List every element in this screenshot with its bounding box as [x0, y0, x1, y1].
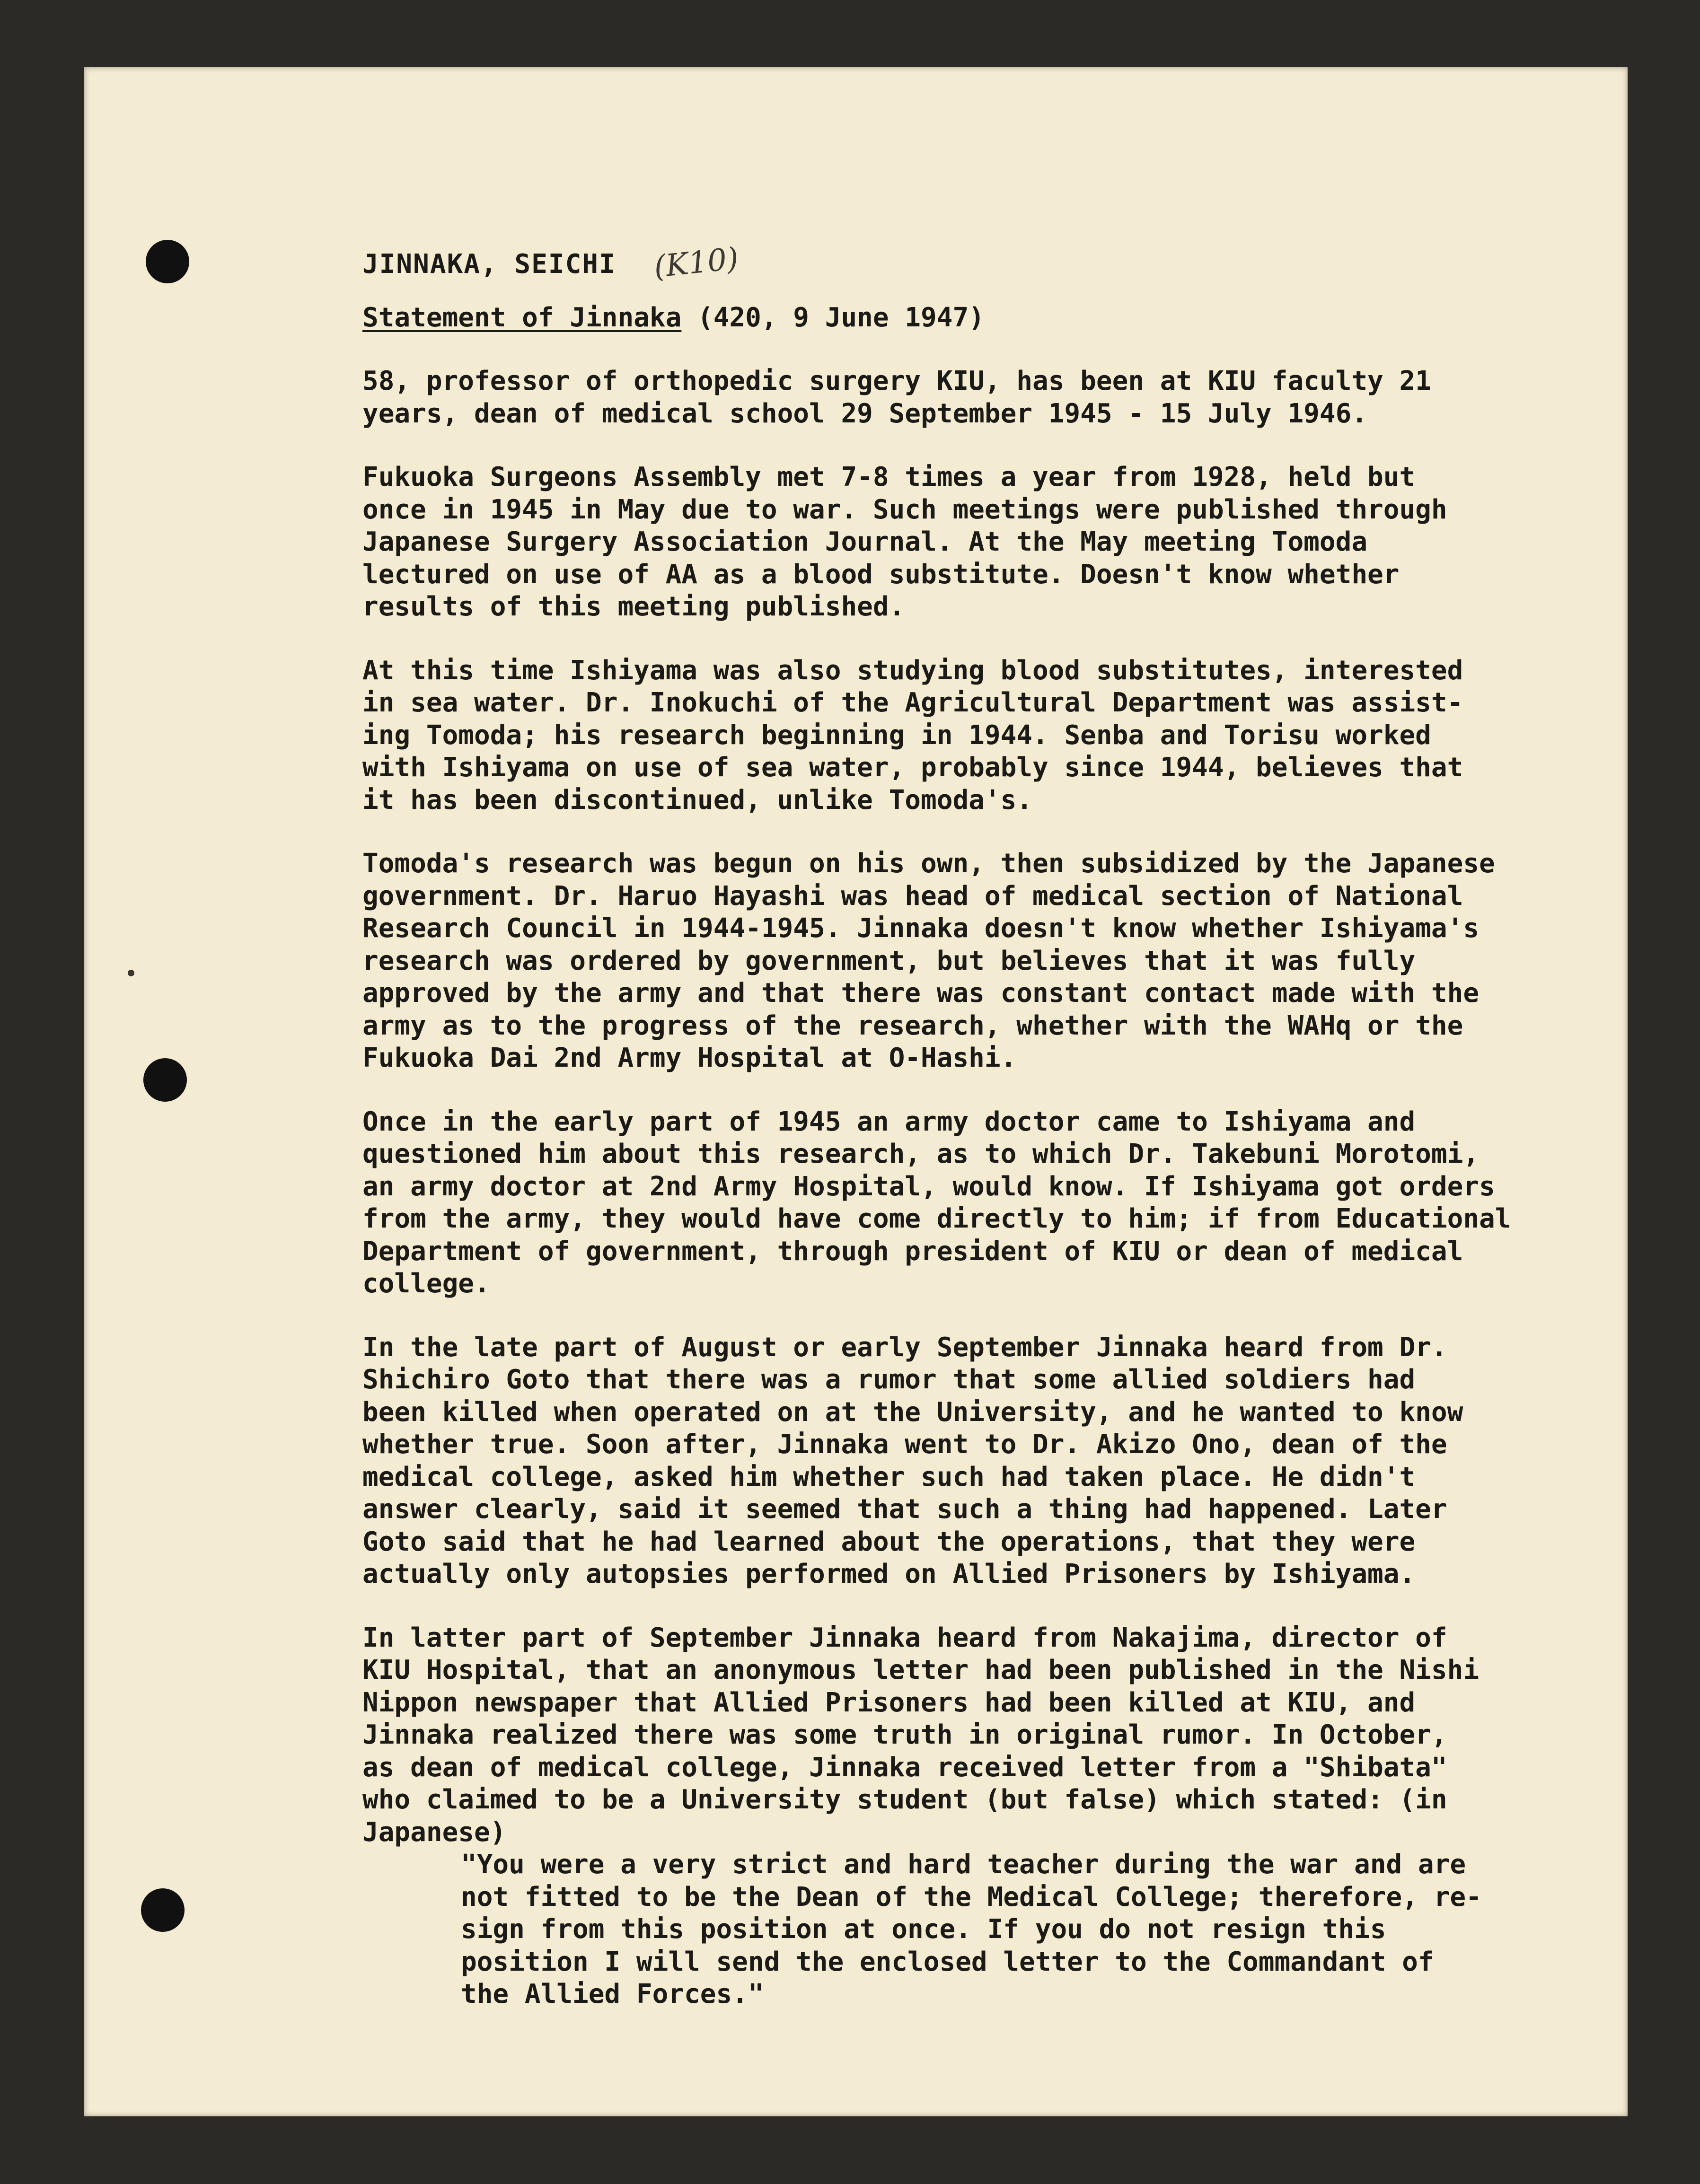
- paragraph-1: 58, professor of orthopedic surgery KIU, has been at KIU faculty 21 years, dean of medical school 29 September 1945 - 15 July 1946.: [362, 366, 1431, 429]
- statement-heading: [362, 302, 1616, 334]
- paragraph-7: In latter part of September Jinnaka heard from Nakajima, director of KIU Hospital, that an anonymous letter had been published in the Nishi Nippon newspaper that Allied Prisoners had been killed at KIU, and Jinnaka realized there was some truth in original rumor. In October, as dean of medical college, Jinnaka received letter from a "Shibata" who claimed to be a University student (but false) which stated: (in Japanese): [362, 1622, 1480, 1848]
- punch-hole-top: [146, 240, 189, 283]
- handwritten-annotation: (K10): [652, 241, 740, 285]
- paragraph-5: Once in the early part of 1945 an army doctor came to Ishiyama and questioned him about this research, as to which Dr. Takebuni Morotomi, an army doctor at 2nd Army Hospital, would know. If Ishiyama got orders from the army, they would have come directly to him; if from Educational Department of government, through president of KIU or dean of medical college.: [362, 1106, 1511, 1299]
- punch-hole-middle: [143, 1058, 187, 1102]
- subject-name: JINNAKA, SEICHI: [362, 249, 616, 280]
- paragraph-6: In the late part of August or early September Jinnaka heard from Dr. Shichiro Goto that there was a rumor that some allied soldiers had been killed when operated on at the University, and he wanted to know whether true. Soon after, Jinnaka went to Dr. Akizo Ono, dean of the medical college, asked him whether such had taken place. He didn't answer clearly, said it seemed that such a thing had happened. Later Goto said that he had learned about the operations, that they were actually only autopsies performed on Allied Prisoners by Ishiyama.: [362, 1332, 1463, 1589]
- punch-hole-bottom: [141, 1888, 185, 1932]
- paragraph-3: At this time Ishiyama was also studying blood substitutes, interested in sea water. Dr. Inokuchi of the Agricultural Department was assist- ing Tomoda; his research beginning in 1944. Senba and Torisu worked with Ishiyama on use of sea water, probably since 1944, believes that it has been discontinued, unlike Tomoda's.: [362, 655, 1463, 816]
- quoted-letter: "You were a very strict and hard teacher during the war and are not fitted to be the Dean of the Medical College; therefore, re- sign from this position at once. If you do not resign this position I will send the enclosed letter to the Commandant of the Allied Forces.": [461, 1849, 1482, 2009]
- typed-text: [362, 181, 1616, 2011]
- header: [362, 241, 1616, 285]
- paragraph-2: Fukuoka Surgeons Assembly met 7-8 times a year from 1928, held but once in 1945 in May due to war. Such meetings were published through Japanese Surgery Association Journal. At the May meeting Tomoda lectured on use of AA as a blood substitute. Doesn't know whether results of this meeting published.: [362, 462, 1447, 622]
- statement-title: Statement of Jinnaka: [362, 302, 682, 333]
- document-page: [84, 67, 1628, 2116]
- margin-mark: [128, 970, 134, 976]
- paragraph-4: Tomoda's research was begun on his own, then subsidized by the Japanese government. Dr. Haruo Hayashi was head of medical section of National Research Council in 1944-1945. Jinnaka doesn't know whether Ishiyama's research was ordered by government, but believes that it was fully approved by the army and that there was constant contact made with the army as to the progress of the research, whether with the WAHq or the Fukuoka Dai 2nd Army Hospital at O-Hashi.: [362, 848, 1495, 1073]
- statement-reference: (420, 9 June 1947): [681, 302, 985, 333]
